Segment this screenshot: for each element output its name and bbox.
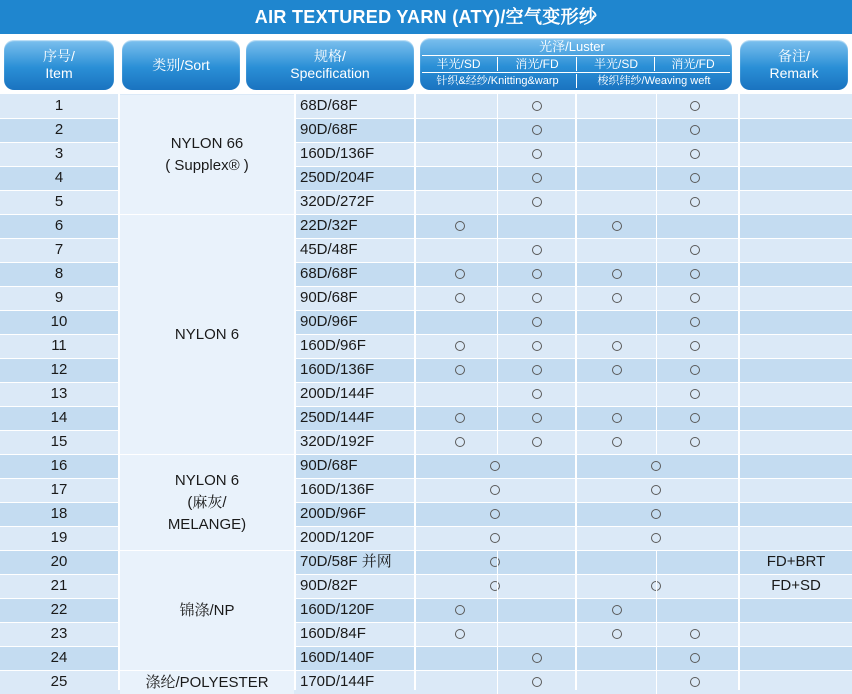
specification: 250D/144F bbox=[300, 409, 375, 426]
specification: 68D/68F bbox=[300, 97, 358, 114]
column-divider bbox=[738, 94, 740, 690]
header-remark-line1: 备注/ bbox=[778, 48, 810, 64]
sort-label: (麻灰/ bbox=[187, 493, 227, 511]
header-spec-line2: Specification bbox=[290, 65, 370, 81]
column-divider bbox=[497, 94, 498, 454]
specification: 90D/68F bbox=[300, 457, 358, 474]
item-number: 16 bbox=[50, 457, 68, 474]
luster-mark bbox=[532, 149, 542, 159]
luster-mark bbox=[690, 365, 700, 375]
sort-label: NYLON 66 bbox=[170, 134, 244, 152]
luster-mark bbox=[690, 149, 700, 159]
luster-mark bbox=[612, 221, 622, 231]
sort-group bbox=[120, 455, 294, 550]
luster-mark bbox=[690, 197, 700, 207]
column-divider bbox=[575, 94, 577, 690]
header-sort bbox=[122, 40, 240, 90]
item-number: 10 bbox=[50, 313, 68, 330]
item-number: 8 bbox=[54, 265, 64, 282]
header-item-line2: Item bbox=[45, 65, 73, 81]
luster-mark bbox=[532, 389, 542, 399]
item-number: 13 bbox=[50, 385, 68, 402]
luster-mark bbox=[455, 341, 465, 351]
item-number: 21 bbox=[50, 577, 68, 594]
item-number: 7 bbox=[54, 241, 64, 258]
remark: FD+SD bbox=[771, 577, 821, 594]
header-luster-label: 光泽/Luster bbox=[539, 39, 605, 54]
sort-label: NYLON 6 bbox=[174, 471, 240, 489]
column-divider bbox=[656, 94, 657, 454]
sort-label: MELANGE) bbox=[167, 515, 247, 533]
luster-mark bbox=[455, 629, 465, 639]
item-number: 5 bbox=[54, 193, 64, 210]
specification: 90D/96F bbox=[300, 313, 358, 330]
luster-mark bbox=[532, 269, 542, 279]
specification: 320D/272F bbox=[300, 193, 375, 210]
column-divider bbox=[414, 94, 416, 690]
luster-mark bbox=[532, 101, 542, 111]
luster-mark bbox=[690, 317, 700, 327]
header-item bbox=[4, 40, 114, 90]
luster-mark bbox=[532, 317, 542, 327]
item-number: 22 bbox=[50, 601, 68, 618]
luster-mark bbox=[532, 197, 542, 207]
specification: 160D/136F bbox=[300, 145, 375, 162]
luster-mark bbox=[690, 269, 700, 279]
header-remark-line2: Remark bbox=[769, 65, 819, 81]
luster-mark bbox=[532, 245, 542, 255]
specification: 90D/82F bbox=[300, 577, 358, 594]
item-number: 23 bbox=[50, 625, 68, 642]
column-divider bbox=[118, 94, 120, 690]
item-number: 11 bbox=[51, 337, 67, 354]
header-sd-2: 半光/SD bbox=[576, 57, 655, 71]
item-number: 15 bbox=[50, 433, 68, 450]
luster-mark bbox=[612, 269, 622, 279]
specification: 160D/120F bbox=[300, 601, 375, 618]
luster-mark bbox=[455, 605, 465, 615]
sort-group bbox=[120, 671, 294, 694]
specification: 90D/68F bbox=[300, 289, 358, 306]
luster-mark bbox=[490, 485, 500, 495]
luster-mark bbox=[532, 125, 542, 135]
column-divider bbox=[294, 94, 296, 690]
item-number: 17 bbox=[50, 481, 68, 498]
luster-mark bbox=[455, 365, 465, 375]
item-number: 18 bbox=[50, 505, 68, 522]
specification: 90D/68F bbox=[300, 121, 358, 138]
luster-mark bbox=[612, 293, 622, 303]
header-fd-2: 消光/FD bbox=[654, 57, 731, 71]
luster-mark bbox=[455, 293, 465, 303]
item-number: 6 bbox=[54, 217, 64, 234]
luster-mark bbox=[690, 173, 700, 183]
specification: 45D/48F bbox=[300, 241, 358, 258]
header-knitting: 针织&经纱/Knitting&warp bbox=[436, 75, 559, 87]
luster-mark bbox=[612, 341, 622, 351]
item-number: 19 bbox=[50, 529, 68, 546]
luster-mark bbox=[690, 341, 700, 351]
item-number: 14 bbox=[50, 409, 68, 426]
column-divider bbox=[497, 550, 498, 694]
specification: 70D/58F 并网 bbox=[300, 553, 392, 570]
luster-mark bbox=[651, 461, 661, 471]
specification: 160D/136F bbox=[300, 481, 375, 498]
luster-mark bbox=[690, 125, 700, 135]
luster-mark bbox=[455, 269, 465, 279]
sort-group bbox=[120, 551, 294, 670]
luster-mark bbox=[612, 629, 622, 639]
sort-label: ( Supplex® ) bbox=[165, 156, 249, 174]
item-number: 20 bbox=[50, 553, 68, 570]
specification: 160D/136F bbox=[300, 361, 375, 378]
column-divider bbox=[656, 550, 657, 694]
item-number: 12 bbox=[50, 361, 68, 378]
luster-mark bbox=[690, 653, 700, 663]
sort-label: 锦涤/NP bbox=[179, 601, 235, 619]
luster-mark bbox=[490, 581, 500, 591]
header-spec-line1: 规格/ bbox=[314, 48, 346, 64]
luster-mark bbox=[490, 461, 500, 471]
luster-mark bbox=[532, 413, 542, 423]
specification: 170D/144F bbox=[300, 673, 375, 690]
luster-mark bbox=[651, 509, 661, 519]
specification: 320D/192F bbox=[300, 433, 375, 450]
remark: FD+BRT bbox=[766, 553, 826, 570]
item-number: 25 bbox=[50, 673, 68, 690]
luster-mark bbox=[532, 653, 542, 663]
specification: 68D/68F bbox=[300, 265, 358, 282]
sort-label: NYLON 6 bbox=[174, 325, 240, 343]
item-number: 9 bbox=[54, 289, 64, 306]
luster-mark bbox=[490, 533, 500, 543]
specification: 160D/96F bbox=[300, 337, 366, 354]
specification: 200D/120F bbox=[300, 529, 375, 546]
sort-group bbox=[120, 215, 294, 454]
header-spec bbox=[246, 40, 414, 90]
specification: 200D/144F bbox=[300, 385, 375, 402]
luster-mark bbox=[651, 485, 661, 495]
luster-mark bbox=[690, 437, 700, 447]
sort-group bbox=[120, 95, 294, 214]
luster-mark bbox=[532, 365, 542, 375]
page-title: AIR TEXTURED YARN (ATY)/空气变形纱 bbox=[254, 7, 598, 27]
header-sd-1: 半光/SD bbox=[436, 57, 481, 71]
luster-mark bbox=[490, 509, 500, 519]
item-number: 2 bbox=[54, 121, 64, 138]
item-number: 3 bbox=[54, 145, 64, 162]
luster-mark bbox=[651, 533, 661, 543]
luster-mark bbox=[612, 365, 622, 375]
sort-label: 涤纶/POLYESTER bbox=[145, 673, 269, 691]
luster-mark bbox=[455, 413, 465, 423]
luster-mark bbox=[490, 557, 500, 567]
luster-mark bbox=[690, 629, 700, 639]
luster-mark bbox=[690, 389, 700, 399]
luster-mark bbox=[532, 341, 542, 351]
luster-mark bbox=[690, 413, 700, 423]
luster-mark bbox=[532, 437, 542, 447]
luster-mark bbox=[532, 677, 542, 687]
luster-mark bbox=[532, 173, 542, 183]
header-item-line1: 序号/ bbox=[43, 48, 75, 64]
item-number: 1 bbox=[54, 97, 64, 114]
luster-divider-2 bbox=[422, 72, 730, 73]
specification: 22D/32F bbox=[300, 217, 358, 234]
item-number: 4 bbox=[54, 169, 64, 186]
luster-mark bbox=[612, 605, 622, 615]
luster-mark bbox=[455, 221, 465, 231]
specification: 250D/204F bbox=[300, 169, 375, 186]
luster-mark bbox=[690, 677, 700, 687]
header-weaving: 梭织纬纱/Weaving weft bbox=[576, 74, 731, 88]
luster-divider-1 bbox=[422, 55, 730, 56]
item-number: 24 bbox=[50, 649, 68, 666]
header-fd-1: 消光/FD bbox=[497, 57, 576, 71]
luster-mark bbox=[690, 245, 700, 255]
luster-mark bbox=[690, 101, 700, 111]
specification: 200D/96F bbox=[300, 505, 366, 522]
specification: 160D/84F bbox=[300, 625, 366, 642]
specification: 160D/140F bbox=[300, 649, 375, 666]
luster-mark bbox=[612, 437, 622, 447]
luster-mark bbox=[455, 437, 465, 447]
luster-mark bbox=[532, 293, 542, 303]
header-remark bbox=[740, 40, 848, 90]
luster-mark bbox=[690, 293, 700, 303]
header-sort-label: 类别/Sort bbox=[152, 56, 210, 73]
luster-mark bbox=[612, 413, 622, 423]
